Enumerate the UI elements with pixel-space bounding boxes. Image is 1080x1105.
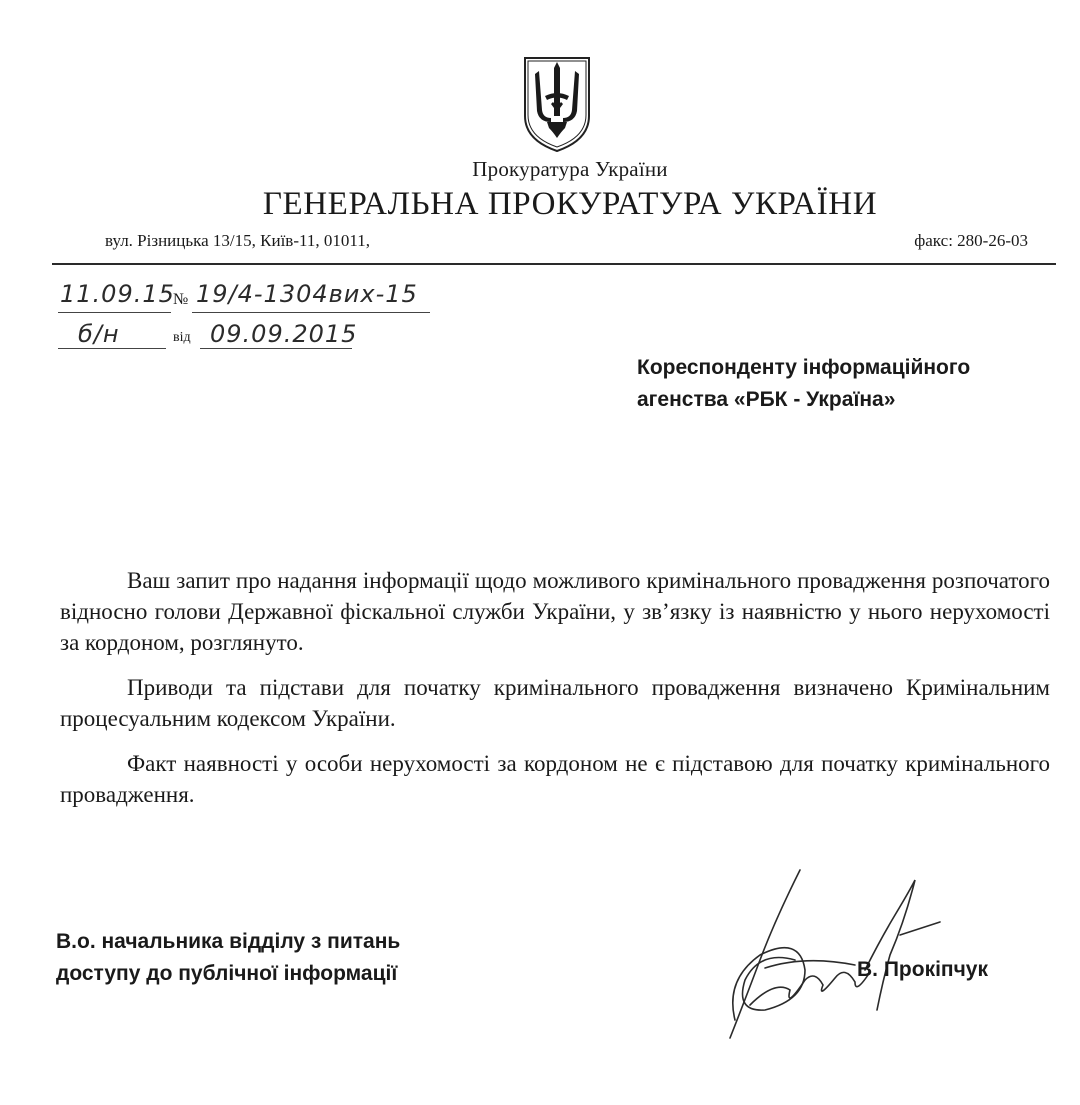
- signer-title: [56, 926, 526, 990]
- incoming-underline: [58, 348, 166, 349]
- outgoing-date: 11.09.15: [60, 280, 175, 308]
- signer-title-line-1: В.о. начальника відділу з питань: [56, 930, 401, 953]
- agency-fax: факс: 280-26-03: [914, 231, 1028, 250]
- letter-body: [60, 565, 1050, 824]
- recipient-line-1: Кореспонденту інформаційного: [637, 356, 971, 379]
- body-paragraph: Факт наявності у особи нерухомості за кордоном не є підставою для початку кримінального провадження.: [60, 751, 1050, 807]
- agency-subtitle: Прокуратура України: [472, 157, 668, 181]
- incoming-date: 09.09.2015: [210, 320, 358, 348]
- recipient-line-2: агенства «РБК - Україна»: [637, 388, 896, 411]
- agency-title: ГЕНЕРАЛЬНА ПРОКУРАТУРА УКРАЇНИ: [262, 186, 878, 222]
- incoming-number: б/н: [78, 320, 120, 348]
- body-paragraph: Приводи та підстави для початку кримінального провадження визначено Кримінальним процесуальним кодексом України.: [60, 675, 1050, 731]
- from-label: від: [173, 330, 191, 345]
- number-sign: №: [173, 291, 189, 308]
- signer-name: В. Прокіпчук: [857, 958, 988, 981]
- body-paragraph: Ваш запит про надання інформації щодо можливого кримінального провадження розпочатого відносно голови Державної фіскальної служби України, у зв’язку із наявністю у нього нерухомості за кордоном, розглянуто.: [60, 568, 1050, 655]
- agency-address: вул. Різницька 13/15, Київ-11, 01011,: [105, 231, 370, 250]
- signer-title-line-2: доступу до публічної інформації: [56, 962, 398, 985]
- header-divider: [52, 263, 1056, 265]
- outgoing-number: 19/4-1304вих-15: [196, 280, 418, 308]
- incoming-date-underline: [200, 348, 352, 349]
- handwritten-signature: [705, 860, 955, 1050]
- date-underline: [58, 312, 171, 313]
- recipient-block: [637, 352, 1067, 416]
- coat-of-arms-icon: [521, 54, 593, 154]
- number-underline: [192, 312, 430, 313]
